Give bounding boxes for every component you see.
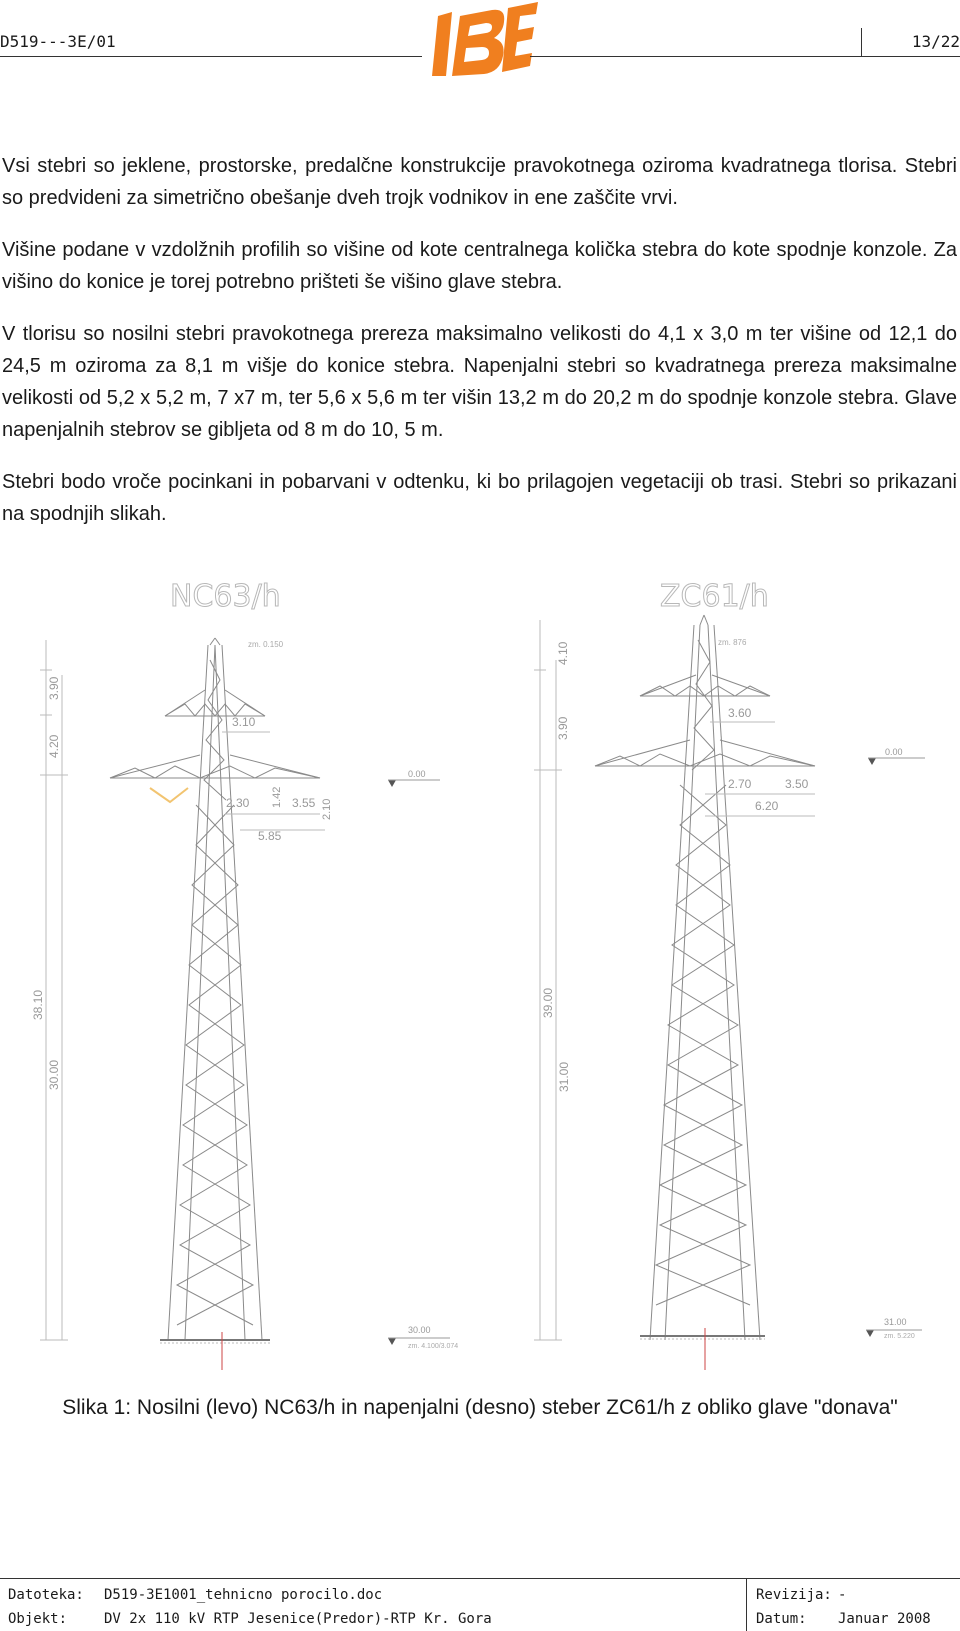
header-separator	[861, 28, 862, 56]
document-id: D519---3E/01	[0, 32, 116, 51]
right-level-bottom: 31.00	[884, 1317, 907, 1327]
header-rule-left	[0, 56, 422, 57]
dim-right-1: 4.10	[556, 641, 570, 665]
left-small-note-top: zm. 0.150	[248, 640, 284, 649]
footer-object-label: Objekt:	[8, 1611, 68, 1627]
dim-right-8: 6.20	[755, 799, 779, 813]
footer-separator	[746, 1578, 747, 1631]
dim-left-5: 3.10	[232, 715, 256, 729]
dim-right-4: 31.00	[557, 1061, 571, 1092]
right-small-note-bottom: zm. 5.220	[884, 1333, 915, 1340]
page-number: 13/22	[911, 32, 960, 51]
footer-rule	[0, 1578, 960, 1579]
footer-object-value: DV 2x 110 kV RTP Jesenice(Predor)-RTP Kr. Gora	[104, 1611, 492, 1627]
dim-left-9: 2.10	[321, 798, 333, 820]
page-footer	[0, 1578, 960, 1631]
dim-left-7: 1.42	[271, 786, 283, 808]
dim-left-3: 38.10	[31, 989, 45, 1020]
dim-left-4: 30.00	[47, 1059, 61, 1090]
dim-right-5: 3.60	[728, 706, 752, 720]
page-header	[0, 0, 960, 90]
footer-date-value: Januar 2008	[838, 1611, 931, 1627]
footer-revision-value: -	[838, 1587, 847, 1603]
dim-left-10: 5.85	[258, 829, 282, 843]
right-level-zero: 0.00	[885, 747, 903, 757]
paragraph-1: Vsi stebri so jeklene, prostorske, predalčne konstrukcije pravokotnega oziroma kvadratnega tlorisa. Stebri so predvideni za simetrično obešanje dveh trojk vodnikov in ene zaščite vrvi.	[2, 155, 957, 209]
left-tower-title: NC63/h	[170, 579, 281, 614]
right-tower-drawing	[534, 579, 925, 1370]
header-rule-right	[530, 56, 960, 57]
left-small-note-bottom: zm. 4.100/3.074	[408, 1343, 459, 1350]
paragraph-4: Stebri bodo vroče pocinkani in pobarvani v odtenku, ki bo prilagojen vegetaciji ob trasi. Stebri so prikazani na spodnjih slikah.	[2, 471, 957, 525]
footer-date-label: Datum:	[756, 1611, 807, 1627]
dim-right-3: 39.00	[541, 987, 555, 1018]
left-level-bottom: 30.00	[408, 1325, 431, 1335]
dim-right-7: 3.50	[785, 777, 809, 791]
dim-right-6: 2.70	[728, 777, 752, 791]
left-tower-drawing	[31, 579, 458, 1370]
right-small-note-top: zm. 876	[718, 638, 747, 647]
body-text	[2, 150, 957, 550]
dim-left-1: 3.90	[47, 676, 61, 700]
dim-left-6: 2.30	[226, 796, 250, 810]
paragraph-2: Višine podane v vzdolžnih profilih so višine od kote centralnega količka stebra do kote spodnje konzole. Za višino do konice je torej potrebno prišteti še višino glave stebra.	[2, 239, 957, 293]
left-level-zero: 0.00	[408, 769, 426, 779]
ibe-logo	[432, 2, 538, 78]
figure-caption: Slika 1: Nosilni (levo) NC63/h in napenjalni (desno) steber ZC61/h z obliko glave "donava"	[62, 1396, 898, 1419]
dim-right-2: 3.90	[556, 716, 570, 740]
dim-left-2: 4.20	[47, 734, 61, 758]
footer-file-label: Datoteka:	[8, 1587, 84, 1603]
dim-left-8: 3.55	[292, 796, 316, 810]
paragraph-3: V tlorisu so nosilni stebri pravokotnega prereza maksimalno velikosti do 4,1 x 3,0 m ter višine od 12,1 do 24,5 m oziroma za 8,1 m višje do konice stebra. Napenjalni stebri so kvadratnega prereza maksimalne velikosti od 5,2 x 5,2 m, 7 x7 m, ter 5,6 x 5,6 m ter višin 13,2 m do 20,2 m do spodnje konzole stebra. Glave napenjalnih stebrov se gibljeta od 8 m do 10, 5 m.	[2, 323, 957, 441]
right-tower-title: ZC61/h	[660, 579, 769, 614]
footer-revision-label: Revizija:	[756, 1587, 832, 1603]
footer-file-value: D519-3E1001_tehnicno porocilo.doc	[104, 1587, 383, 1603]
tower-drawings-figure	[0, 570, 960, 1390]
